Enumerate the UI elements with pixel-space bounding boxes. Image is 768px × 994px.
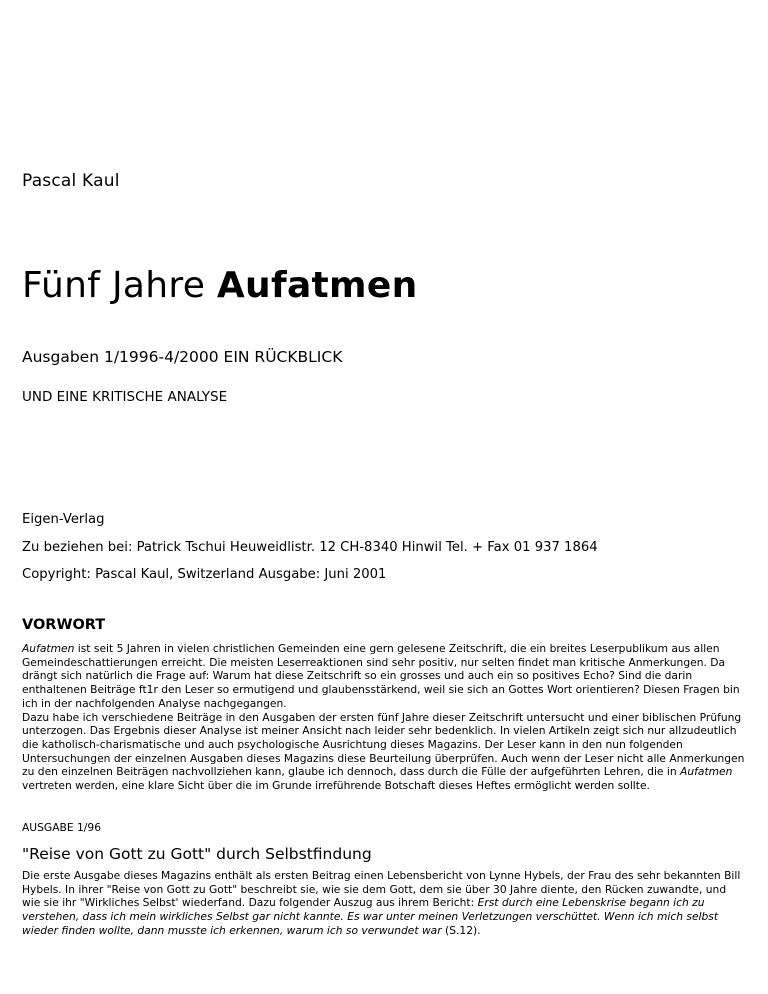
vorwort-paragraph-1 xyxy=(22,642,747,711)
title-bold: Aufatmen xyxy=(216,265,418,306)
vorwort-p2-text-a: Dazu habe ich verschiedene Beiträge in den Ausgaben der ersten fünf Jahre dieser Zeitschrift untersucht und einer biblischen Prüfung unterzogen. Das Ergebnis dieser Analyse ist meiner Ansicht nach leider sehr bedenklich. In vielen Artikeln zeigt sich nur allzudeutlich die katholisch-charismatische und auch psychologische Ausrichtung dieses Magazins. Der Leser kann in den nun folgenden Untersuchungen der einzelnen Ausgaben dieses Magazins diese Beurteilung überprüfen. Auch wenn der Leser nicht alle Anmerkungen zu den einzelnen Beiträgen nachvollziehen kann, glaube ich dennoch, dass durch die Fülle der aufgeführten Lehren, die in xyxy=(22,710,745,779)
article-paragraph xyxy=(22,869,747,938)
vorwort-p2-text-b: vertreten werden, eine klare Sicht über die im Grunde irreführende Botschaft dieses Heftes ermöglicht werden sollte. xyxy=(22,779,650,793)
vorwort-body xyxy=(22,642,747,793)
vorwort-p1-text: ist seit 5 Jahren in vielen christlichen Gemeinden eine gern gelesene Zeitschrift, die ein breites Leserpublikum aus allen Gemeindeschattierungen erreicht. Die meisten Leserreaktionen sind sehr positiv, nur selten findet man kritische Anmerkungen. Da drängt sich natürlich die Frage auf: Warum hat diese Zeitschrift so ein grosses und auch ein so positives Echo? Sind die darin enthaltenen Beiträge ft1r den Leser so ermutigend und glaubensstärkend, weil sie sich an Gottes Wort orientieren? Diesen Fragen bin ich in der nachfolgenden Analyse nachgegangen. xyxy=(22,642,740,710)
article-quote: Erst durch eine Lebenskrise begann ich zu verstehen, dass ich mein wirkliches Selbst gar nicht kannte. Es war unter meinen Verletzungen verschüttet. Wenn ich mich selbst wieder finden wollte, dann musste ich erkennen, warum ich so verwundet war xyxy=(22,896,719,937)
vorwort-paragraph-2 xyxy=(22,711,747,793)
vorwort-heading: VORWORT xyxy=(22,617,106,633)
magazine-name: Aufatmen xyxy=(22,642,75,655)
magazine-name: Aufatmen xyxy=(680,765,733,779)
article-text-b: (S.12). xyxy=(441,923,481,937)
publisher: Eigen-Verlag xyxy=(22,512,105,527)
author-name: Pascal Kaul xyxy=(22,171,120,191)
subtitle-1: Ausgaben 1/1996-4/2000 EIN RÜCKBLICK xyxy=(22,348,343,366)
article-heading: "Reise von Gott zu Gott" durch Selbstfindung xyxy=(22,845,372,863)
article-body xyxy=(22,869,747,938)
supply-info: Zu beziehen bei: Patrick Tschui Heuweidlistr. 12 CH-8340 Hinwil Tel. + Fax 01 937 1864 xyxy=(22,540,598,555)
document-title xyxy=(22,266,418,306)
article-text-a: Die erste Ausgabe dieses Magazins enthält als ersten Beitrag einen Lebensbericht von Lynne Hybels, der Frau des sehr bekannten Bill Hybels. In ihrer "Reise von Gott zu Gott" beschreibt sie, wie sie dem Gott, dem sie über 30 Jahre diente, den Rücken zuwandte, und wie sie ihr "Wirkliches Selbst' wiederfand. Dazu folgender Auszug aus ihrem Bericht: xyxy=(22,869,741,910)
title-normal: Fünf Jahre xyxy=(22,265,217,306)
issue-label: AUSGABE 1/96 xyxy=(22,821,101,834)
subtitle-2: UND EINE KRITISCHE ANALYSE xyxy=(22,389,228,405)
copyright: Copyright: Pascal Kaul, Switzerland Ausgabe: Juni 2001 xyxy=(22,567,387,582)
